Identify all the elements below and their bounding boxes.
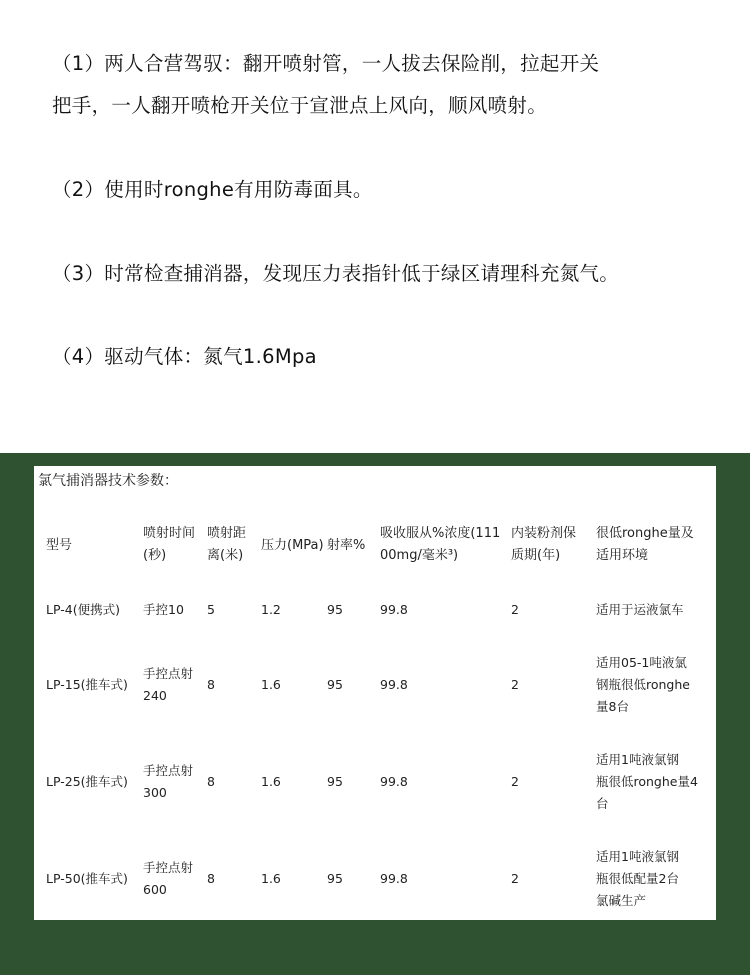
row-4-environment-line-1: 适用1吨液氯钢 (596, 849, 679, 864)
row-3-environment-line-2: 瓶很低ronghe量4 (596, 774, 698, 789)
header-time-line-2: (秒) (143, 548, 167, 563)
header-pressure: 压力(MPa) (261, 538, 324, 553)
header-shelf-life-line-1: 内装粉剂保 (511, 526, 577, 541)
instruction-1 (52, 43, 732, 127)
instruction-3 (52, 253, 732, 295)
row-1-time-line-1: 手控10 (143, 602, 184, 617)
row-4-absorb: 99.8 (380, 871, 408, 886)
header-environment-line-1: 很低ronghe量及 (596, 526, 694, 541)
instruction-4-line-1: （4）驱动气体：氮气1.6Mpa (52, 345, 317, 368)
header-shelf-life-line-2: 质期(年) (511, 548, 561, 563)
row-3-environment-line-1: 适用1吨液氯钢 (596, 752, 679, 767)
row-1-model: LP-4(便携式) (46, 602, 120, 617)
row-2-environment-line-2: 钢瓶很低ronghe (596, 677, 690, 692)
instruction-1-line-2: 把手，一人翻开喷枪开关位于宣泄点上风向，顺风喷射。 (52, 94, 548, 117)
row-2-absorb: 99.8 (380, 677, 408, 692)
row-4-time-line-1: 手控点射 (143, 860, 194, 875)
row-4-environment-line-3: 氯碱生产 (596, 893, 647, 908)
row-4-distance: 8 (207, 871, 215, 886)
row-4-model: LP-50(推车式) (46, 871, 128, 886)
instruction-3-line-1: （3）时常检查捕消器，发现压力表指针低于绿区请理科充氮气。 (52, 262, 620, 285)
header-rate: 射率% (327, 538, 366, 553)
instructions-section (0, 0, 750, 453)
row-2-time-line-2: 240 (143, 688, 167, 703)
spec-table-panel (34, 466, 716, 920)
row-2-time-line-1: 手控点射 (143, 666, 194, 681)
header-distance-line-2: 离(米) (207, 548, 244, 563)
row-4-shelf-life: 2 (511, 871, 519, 886)
header-absorb-line-2: 00mg/毫米³) (380, 548, 459, 563)
row-1-rate: 95 (327, 602, 343, 617)
row-2-rate: 95 (327, 677, 343, 692)
row-3-shelf-life: 2 (511, 774, 519, 789)
row-3-rate: 95 (327, 774, 343, 789)
instruction-2-line-1: （2）使用时ronghe有用防毒面具。 (52, 178, 373, 201)
header-absorb-line-1: 吸收服从%浓度(111 (380, 526, 501, 541)
header-distance-line-1: 喷射距 (207, 526, 247, 541)
row-3-pressure: 1.6 (261, 774, 281, 789)
row-1-pressure: 1.2 (261, 602, 281, 617)
header-model: 型号 (46, 538, 73, 553)
instruction-1-line-1: （1）两人合营驾驭：翻开喷射管，一人拔去保险削，拉起开关 (52, 52, 600, 75)
row-2-model: LP-15(推车式) (46, 677, 128, 692)
row-4-rate: 95 (327, 871, 343, 886)
header-time-line-1: 喷射时间 (143, 526, 196, 541)
instruction-4 (52, 336, 732, 378)
row-1-absorb: 99.8 (380, 602, 408, 617)
row-3-environment-line-3: 台 (596, 796, 609, 811)
row-2-pressure: 1.6 (261, 677, 281, 692)
row-4-pressure: 1.6 (261, 871, 281, 886)
row-3-time-line-1: 手控点射 (143, 763, 194, 778)
row-4-environment-line-2: 瓶很低配量2台 (596, 871, 679, 886)
row-3-absorb: 99.8 (380, 774, 408, 789)
row-2-environment-line-1: 适用05-1吨液氯 (596, 655, 687, 670)
table-title: 氯气捕消器技术参数： (38, 473, 178, 489)
row-2-distance: 8 (207, 677, 215, 692)
row-1-distance: 5 (207, 602, 215, 617)
row-4-time-line-2: 600 (143, 882, 167, 897)
row-3-time-line-2: 300 (143, 785, 167, 800)
row-1-environment-line-1: 适用于运液氯车 (596, 602, 684, 617)
row-1-shelf-life: 2 (511, 602, 519, 617)
row-3-distance: 8 (207, 774, 215, 789)
row-2-shelf-life: 2 (511, 677, 519, 692)
row-2-environment-line-3: 量8台 (596, 699, 629, 714)
header-environment-line-2: 适用环境 (596, 548, 649, 563)
instruction-2 (52, 169, 732, 211)
row-3-model: LP-25(推车式) (46, 774, 128, 789)
